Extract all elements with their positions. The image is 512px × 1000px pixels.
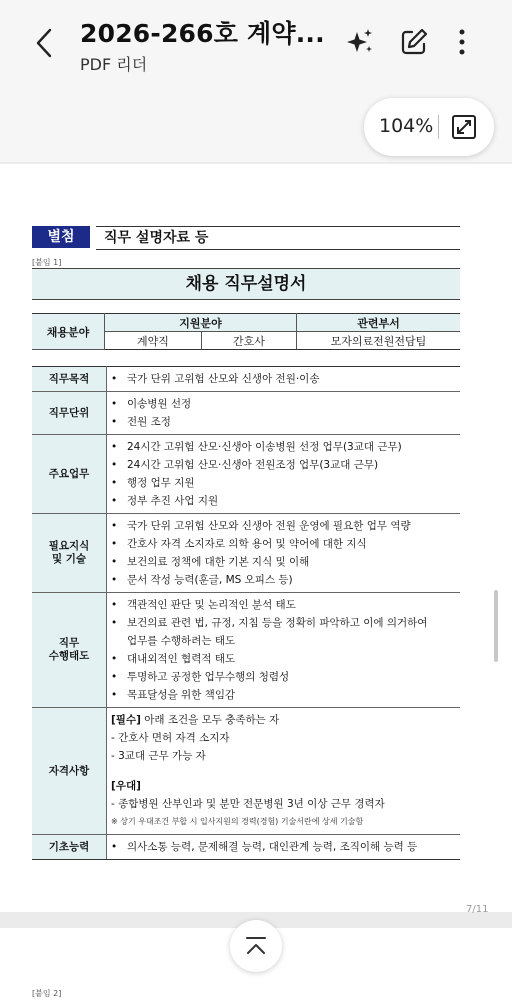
more-vertical-icon <box>446 26 478 58</box>
footnote: ※ 상기 우대조건 부합 시 입사지원의 경력(경험) 기술서란에 상세 기술함 <box>111 817 364 826</box>
row-content <box>107 593 461 708</box>
bullet-item: • 의사소통 능력, 문제해결 능력, 대인관계 능력, 조직이해 능력 등 <box>111 841 418 853</box>
row-label: 직무단위 <box>32 392 107 435</box>
attachment-label: [붙임 2] <box>32 989 62 998</box>
bullet-item: • 간호사 자격 소지자로 의학 용어 및 약어에 대한 지식 <box>111 538 367 550</box>
requirement-item: - 간호사 면허 자격 소지자 <box>111 732 230 744</box>
row-label: 주요업무 <box>32 435 107 514</box>
pdf-page <box>0 164 512 915</box>
row-label: 필요지식 및 기술 <box>32 514 107 593</box>
header-cell: 관련부서 <box>297 314 461 332</box>
annex-label: 별첨 <box>32 226 90 248</box>
table-row <box>32 392 460 435</box>
scrollbar[interactable] <box>494 590 498 662</box>
bullet-item: • 투명하고 공정한 업무수행의 청렴성 <box>111 671 290 683</box>
preferred-item: - 종합병원 산부인과 및 분만 전문병원 3년 이상 근무 경력자 <box>111 798 385 810</box>
row-content <box>107 435 461 514</box>
preferred-heading: [우대] <box>111 780 141 792</box>
table-cell: 간호사 <box>202 332 297 350</box>
zoom-control[interactable] <box>364 98 494 156</box>
app-subtitle: PDF 리더 <box>80 55 148 74</box>
row-content <box>107 514 461 593</box>
header-cell: 채용분야 <box>32 314 105 350</box>
expand-button[interactable] <box>450 113 478 141</box>
bullet-item: • 목표달성을 위한 책임감 <box>111 689 236 701</box>
row-label: 직무 수행태도 <box>32 593 107 708</box>
bullet-item: • 국가 단위 고위험 산모와 신생아 전원 운영에 필요한 업무 역량 <box>111 520 411 532</box>
table-row <box>32 367 460 392</box>
row-label: 자격사항 <box>32 708 107 835</box>
recruitment-field-table <box>32 313 460 350</box>
row-content <box>107 367 461 392</box>
chevron-up-icon <box>244 934 268 958</box>
spacer <box>111 765 460 777</box>
bullet-item: • 보건의료 정책에 대한 기본 지식 및 이해 <box>111 556 310 568</box>
annex-title: 직무 설명자료 등 <box>104 230 209 246</box>
table-row <box>32 435 460 514</box>
row-label: 기초능력 <box>32 835 107 860</box>
bullet-item: • 행정 업무 지원 <box>111 477 195 489</box>
bullet-continuation: 업무를 수행하려는 태도 <box>127 635 236 647</box>
table-row <box>32 708 460 835</box>
row-content <box>107 835 461 860</box>
more-options-button[interactable] <box>446 26 478 58</box>
page-number: 7/11 <box>466 904 489 915</box>
divider <box>96 249 460 250</box>
bullet-item: • 문서 작성 능력(훈글, MS 오피스 등) <box>111 574 293 586</box>
app-bar <box>0 0 512 86</box>
row-content <box>107 708 461 835</box>
edit-icon <box>398 26 430 58</box>
zoom-level: 104% <box>379 115 434 137</box>
header-cell: 지원분야 <box>105 314 297 332</box>
bullet-item: • 대내외적인 협력적 태도 <box>111 653 236 665</box>
bullet-item: • 보건의료 관련 법, 규정, 지침 등을 정확히 파악하고 이에 의거하여 <box>111 617 428 629</box>
attachment-label: [붙임 1] <box>32 258 62 267</box>
annex-header <box>32 226 460 250</box>
requirement-heading: [필수] 아래 조건을 모두 충족하는 자 <box>111 714 280 726</box>
ai-assist-button[interactable] <box>344 26 376 58</box>
bullet-item: • 24시간 고위험 산모·신생아 전원조정 업무(3교대 근무) <box>111 459 379 471</box>
table-row <box>32 514 460 593</box>
document-title: 2026-266호 계약... <box>80 19 325 48</box>
row-label: 직무목적 <box>32 367 107 392</box>
bullet-item: • 전원 조정 <box>111 416 171 428</box>
table-cell: 계약직 <box>105 332 202 350</box>
edit-button[interactable] <box>398 26 430 58</box>
table-row <box>32 835 460 860</box>
sparkle-icon <box>344 26 376 58</box>
table-row <box>32 593 460 708</box>
document-heading: 채용 직무설명서 <box>32 268 460 300</box>
scroll-to-top-button[interactable] <box>230 920 282 972</box>
bullet-item: • 24시간 고위험 산모·신생아 이송병원 선정 업무(3교대 근무) <box>111 441 402 453</box>
table-cell: 모자의료전원전담팀 <box>297 332 461 350</box>
bullet-item: • 정부 추진 사업 지원 <box>111 495 219 507</box>
expand-icon <box>450 113 478 141</box>
job-description-table <box>32 366 460 860</box>
bullet-item: • 객관적인 판단 및 논리적인 분석 태도 <box>111 599 296 611</box>
back-button[interactable] <box>30 26 62 60</box>
row-content <box>107 392 461 435</box>
bullet-item: • 국가 단위 고위험 산모와 신생아 전원·이송 <box>111 373 320 385</box>
bullet-item: • 이송병원 선정 <box>111 398 192 410</box>
chevron-left-icon <box>30 26 62 60</box>
zoom-divider <box>438 115 439 139</box>
requirement-item: - 3교대 근무 가능 자 <box>111 750 206 762</box>
